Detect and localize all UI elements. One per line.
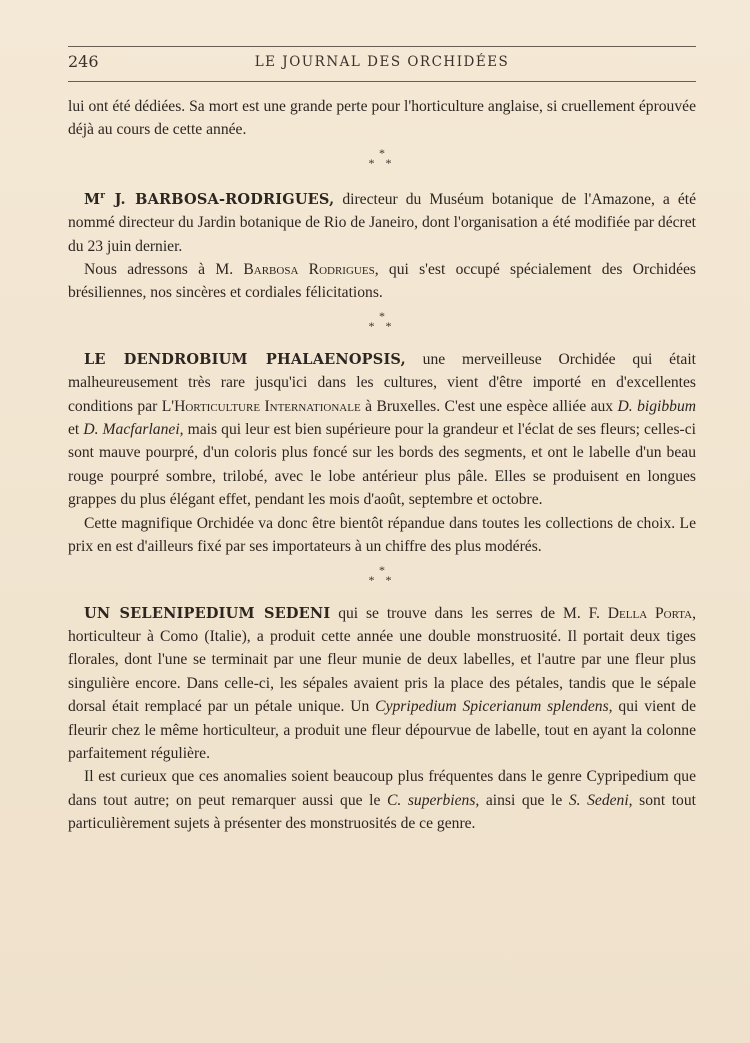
heading-barbosa: $M^r$ J. BARBOSA-RODRIGUES, bbox=[84, 190, 335, 208]
header-rule-top bbox=[68, 46, 696, 47]
heading-selenipedium: UN SELENIPEDIUM SEDENI bbox=[84, 604, 331, 622]
asterism-bottom: * * bbox=[368, 572, 396, 587]
section-separator bbox=[68, 308, 696, 341]
page-number: 246 bbox=[68, 52, 99, 71]
paragraph-felicitations: Nous adressons à M. Barbosa Rodrigues, qui s'est occupé spécialement des Orchidées brésiliennes, nos sincères et cordiales félicitations. bbox=[68, 261, 696, 302]
running-title: LE JOURNAL DES ORCHIDÉES bbox=[254, 54, 510, 70]
header-rule-bottom bbox=[68, 81, 696, 82]
article-body bbox=[68, 95, 696, 836]
asterism-top: * bbox=[379, 145, 385, 160]
paragraph-selenipedium: UN SELENIPEDIUM SEDENI qui se trouve dans les serres de M. F. Della Porta, horticulteur à Como (Italie), a produit cette année une double monstruosité. Il portait deux tiges florales, dont l'une se terminait par une fleur munie de deux labelles, et l'autre par une fleur plus singulière encore. Dans celle-ci, les sépales avaient pris la place des pétales, tandis que le sépale dorsal était remplacé par un pétale unique. Un Cypripedium Spicerianum splendens, qui vient de fleurir chez le même horticulteur, a produit une fleur dépourvue de labelle, tout en ayant la colonne parfaitement régulière. bbox=[68, 604, 696, 762]
section-separator bbox=[68, 145, 696, 178]
asterism-top: * bbox=[379, 308, 385, 323]
paragraph-dendrobium: LE DENDROBIUM PHALAENOPSIS, une merveilleuse Orchidée qui était malheureusement très rare jusqu'ici dans les cultures, vient d'être importé en d'excellentes conditions par L'Horticulture Internationale à Bruxelles. C'est une espèce alliée aux D. bigibbum et D. Macfarlanei, mais qui leur est bien supérieure pour la grandeur et l'éclat de ses fleurs; celles-ci sont mauve pourpré, d'un coloris plus foncé sur les bords des segments, et ont le labelle d'un beau rouge pourpré sombre, trilobé, avec le lobe antérieur plus pâle. Elles se produisent en longues grappes du plus élégant effet, pendant les mois d'août, septembre et octobre. bbox=[68, 350, 697, 509]
paragraph-barbosa: $M^r$ J. BARBOSA-RODRIGUES, directeur du Muséum botanique de l'Amazone, a été nommé directeur du Jardin botanique de Rio de Janeiro, dont l'organisation a été modifiée par décret du 23 juin dernier. bbox=[68, 190, 697, 255]
section-separator bbox=[68, 562, 696, 595]
asterism-top: * bbox=[379, 562, 385, 577]
asterism-bottom: * * bbox=[368, 318, 396, 333]
paragraph-continuation: lui ont été dédiées. Sa mort est une grande perte pour l'horticulture anglaise, si cruellement éprouvée déjà au cours de cette année. bbox=[68, 98, 696, 139]
asterism-bottom: * * bbox=[368, 155, 396, 170]
heading-dendrobium: LE DENDROBIUM PHALAENOPSIS, bbox=[84, 350, 406, 368]
page-header bbox=[68, 52, 696, 76]
paragraph-collections: Cette magnifique Orchidée va donc être bientôt répandue dans toutes les collections de choix. Le prix en est d'ailleurs fixé par ses importateurs à un chiffre des plus modérés. bbox=[68, 514, 696, 556]
paragraph-anomalies: Il est curieux que ces anomalies soient beaucoup plus fréquentes dans le genre Cypripedium que dans tout autre; on peut remarquer aussi que le C. superbiens, ainsi que le S. Sedeni, sont tout particulièrement sujets à présenter des monstruosités de ce genre. bbox=[68, 768, 696, 833]
